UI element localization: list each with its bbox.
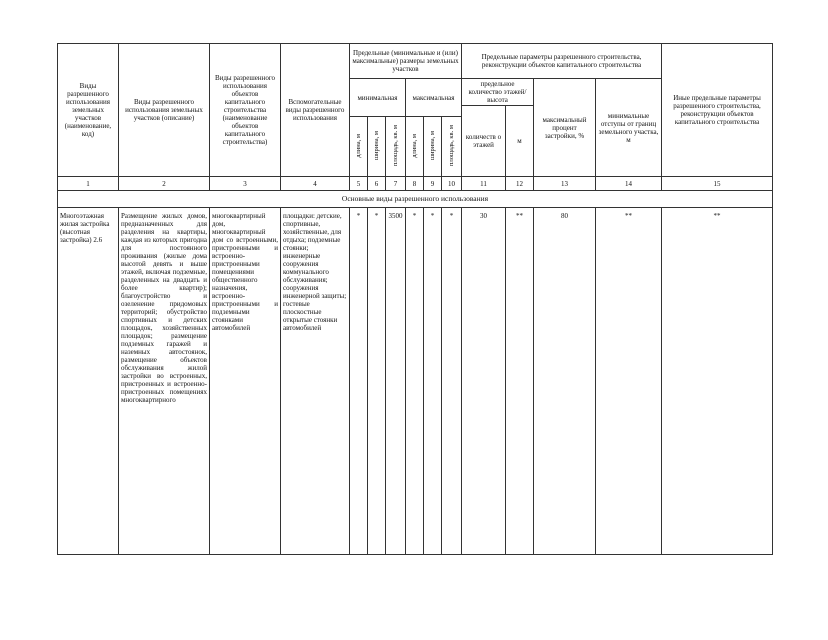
cell-min-area: 3500 (386, 208, 406, 555)
header-max-area: площадь, кв. м (442, 117, 462, 177)
cell-min-length: * (350, 208, 368, 555)
cell-other-params: ** (662, 208, 773, 555)
table-row (58, 208, 773, 555)
column-number: 14 (596, 177, 662, 191)
column-number: 5 (350, 177, 368, 191)
header-percent: максимальный процент застройки, % (534, 79, 596, 177)
header-building-use: Виды разрешенного использования объектов капитального строительства (наименование объектов капитального строительства) (210, 44, 281, 177)
header-floors-group: предельное количество этажей/высота (462, 79, 534, 106)
header-min-length: длина, м (350, 117, 368, 177)
header-limit-params: Предельные параметры разрешенного строительства, реконструкции объектов капитального строительства (462, 44, 662, 79)
section-title: Основные виды разрешенного использования (58, 191, 773, 208)
header-setback: минимальные отступы от границ земельного участка, м (596, 79, 662, 177)
cell-percent: 80 (534, 208, 596, 555)
column-number: 2 (119, 177, 210, 191)
header-min: минимальная (350, 79, 406, 117)
header-meters: м (506, 106, 534, 177)
header-land-use-code: Виды разрешенного использования земельных участков (наименование, код) (58, 44, 119, 177)
column-number: 13 (534, 177, 596, 191)
cell-land-use-name: Многоэтажная жилая застройка (высотная застройка) 2.6 (58, 208, 119, 555)
column-number: 15 (662, 177, 773, 191)
header-max-width: ширина, м (424, 117, 442, 177)
cell-max-width: * (424, 208, 442, 555)
column-number: 1 (58, 177, 119, 191)
header-limit-sizes: Предельные (минимальные и (или) максимальные) размеры земельных участков (350, 44, 462, 79)
cell-meters: ** (506, 208, 534, 555)
cell-building-objects: многоквартирный дом, многоквартирный дом со встроенными, пристроенными и встроенно-пристроенными помещениями общественного назначения, встроенно-пристроенными и подземными стоянками автомобилей (210, 208, 281, 555)
column-number: 6 (368, 177, 386, 191)
column-number: 9 (424, 177, 442, 191)
column-number: 7 (386, 177, 406, 191)
cell-max-area: * (442, 208, 462, 555)
header-land-use-description: Виды разрешенного использования земельных участков (описание) (119, 44, 210, 177)
header-min-area: площадь, кв. м (386, 117, 406, 177)
cell-land-use-description: Размещение жилых домов, предназначенных для разделения на квартиры, каждая из которых пригодна для постоянного проживания (жилые дома высотой девять и выше этажей, включая подземные, разделенных на двадцать и более квартир); благоустройство и озеленение придомовых территорий; обустройство спортивных и детских площадок, хозяйственных площадок; размещение подземных гаражей и наземных автостоянок, размещение объектов обслуживания жилой застройки во встроенных, пристроенных и встроенно-пристроенных помещениях многоквартирного (119, 208, 210, 555)
header-floors: количеств о этажей (462, 106, 506, 177)
header-max: максимальная (406, 79, 462, 117)
cell-min-width: * (368, 208, 386, 555)
header-min-width: ширина, м (368, 117, 386, 177)
column-number: 8 (406, 177, 424, 191)
cell-max-length: * (406, 208, 424, 555)
header-other-params: Иные предельные параметры разрешенного строительства, реконструкции объектов капитального строительства (662, 44, 773, 177)
cell-auxiliary-uses: площадки: детские, спортивные, хозяйственные, для отдыха; подземные стоянки; инженерные сооружения коммунального обслуживания; сооружения инженерной защиты; гостевые плоскостные открытые стоянки автомобилей (281, 208, 350, 555)
column-number: 10 (442, 177, 462, 191)
cell-floors: 30 (462, 208, 506, 555)
column-number: 11 (462, 177, 506, 191)
column-number: 3 (210, 177, 281, 191)
column-number: 12 (506, 177, 534, 191)
column-number: 4 (281, 177, 350, 191)
header-max-length: длина, м (406, 117, 424, 177)
land-use-regulations-table (57, 43, 773, 555)
cell-setback: ** (596, 208, 662, 555)
header-auxiliary-use: Вспомогательные виды разрешенного использования (281, 44, 350, 177)
column-number-row (58, 177, 773, 191)
